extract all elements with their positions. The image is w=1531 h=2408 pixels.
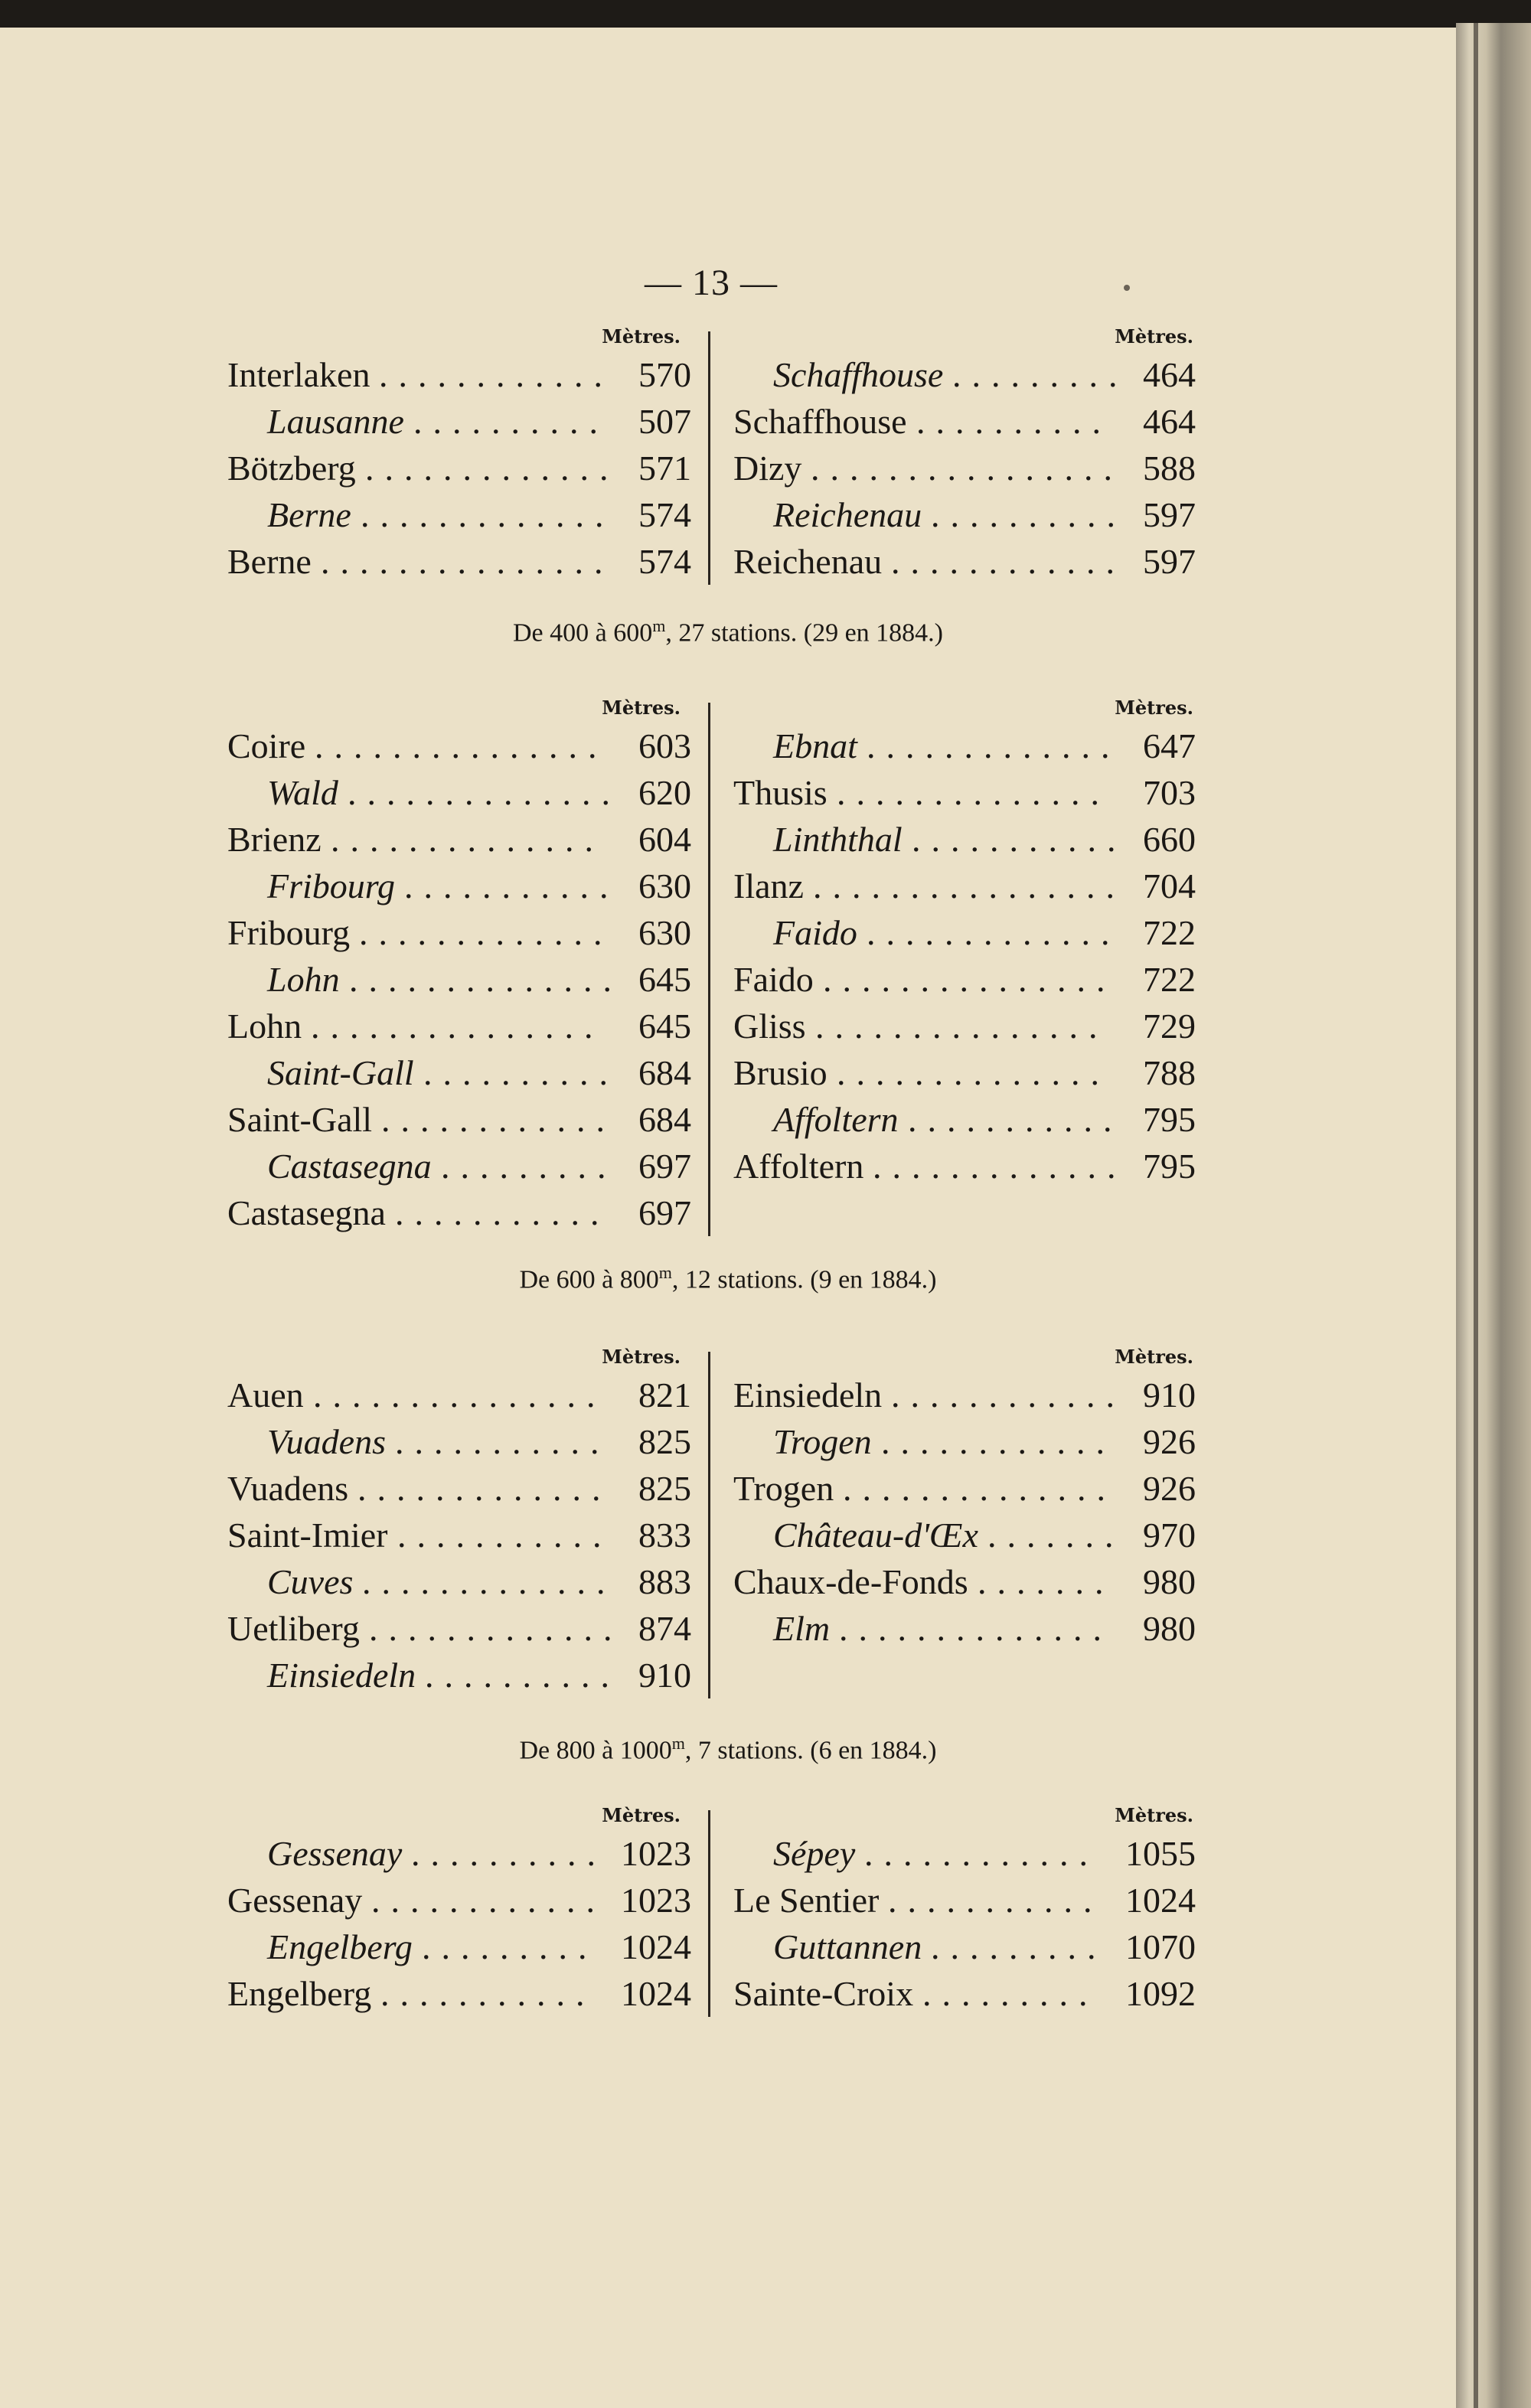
station-row	[733, 1923, 1196, 1970]
station-name: Lausanne	[267, 402, 404, 441]
altitude-value: 795	[1143, 1100, 1196, 1139]
station-name: Einsiedeln	[267, 1656, 416, 1695]
station-row	[227, 956, 691, 1003]
station-row	[733, 956, 1196, 1003]
station-name: Affoltern	[773, 1100, 899, 1139]
station-row	[733, 398, 1196, 445]
dot-leader: ...............	[311, 1007, 604, 1046]
altitude-value: 464	[1143, 402, 1196, 441]
station-name: Bötzberg	[227, 449, 356, 488]
station-row	[227, 1970, 691, 2017]
station-name: Fribourg	[267, 866, 395, 905]
dot-leader: ...........	[912, 820, 1127, 859]
station-list	[733, 1372, 1196, 1652]
station-name: Saint-Gall	[227, 1100, 373, 1139]
altitude-value: 630	[638, 866, 691, 905]
altitude-value: 1055	[1125, 1834, 1196, 1873]
altitude-value: 704	[1143, 866, 1196, 905]
station-name: Castasegna	[267, 1147, 432, 1186]
altitude-value: 883	[638, 1562, 691, 1601]
dot-leader: .............	[867, 913, 1121, 952]
dot-leader: ..............	[837, 1053, 1110, 1092]
dot-leader: ...........	[395, 1193, 610, 1232]
altitude-value: 795	[1143, 1147, 1196, 1186]
station-name: Cuves	[267, 1562, 354, 1601]
altitude-value: 1070	[1125, 1927, 1196, 1966]
altitude-value: 874	[638, 1609, 691, 1648]
station-name: Saint-Gall	[267, 1053, 414, 1092]
station-row	[227, 1418, 691, 1465]
station-name: Elm	[773, 1609, 831, 1648]
dot-leader: .............	[873, 1147, 1127, 1186]
station-name: Gessenay	[227, 1881, 363, 1920]
dot-leader: ...............	[315, 726, 608, 765]
station-name: Chaux-de-Fonds	[733, 1562, 968, 1601]
altitude-value: 703	[1143, 773, 1196, 812]
altitude-value: 1092	[1125, 1974, 1196, 2013]
station-row	[227, 1096, 691, 1143]
caption-unit: m	[671, 1734, 685, 1753]
station-name: Guttannen	[773, 1927, 922, 1966]
station-row	[733, 723, 1196, 769]
station-name: Dizy	[733, 449, 802, 488]
station-name: Wald	[267, 773, 338, 812]
station-name: Saint-Imier	[227, 1516, 388, 1555]
station-name: Linththal	[773, 820, 903, 859]
station-name: Uetliberg	[227, 1609, 360, 1648]
station-row	[227, 723, 691, 769]
station-row	[227, 1923, 691, 1970]
station-row	[733, 816, 1196, 863]
station-row	[227, 445, 691, 491]
station-name: Faido	[733, 960, 814, 999]
altitude-value: 1024	[621, 1974, 691, 2013]
dot-leader: .............	[365, 449, 619, 488]
station-row	[227, 769, 691, 816]
dot-leader: ..........	[411, 1834, 606, 1873]
dot-leader: ................	[811, 449, 1123, 488]
station-row	[227, 1652, 691, 1698]
altitude-value: 630	[638, 913, 691, 952]
dot-leader: ..........	[916, 402, 1112, 441]
dot-leader: ...............	[823, 960, 1116, 999]
station-name: Vuadens	[227, 1469, 349, 1508]
station-name: Thusis	[733, 773, 828, 812]
altitude-value: 697	[638, 1193, 691, 1232]
station-name: Interlaken	[227, 355, 371, 394]
station-name: Schaffhouse	[773, 355, 944, 394]
altitude-value: 825	[638, 1469, 691, 1508]
station-list	[227, 723, 691, 1236]
dot-leader: ..........	[423, 1053, 619, 1092]
station-row	[733, 769, 1196, 816]
caption-stations: , 27 stations. (29 en 1884.)	[665, 618, 943, 648]
altitude-value: 910	[638, 1656, 691, 1695]
dot-leader: ..............	[843, 1469, 1116, 1508]
station-row	[733, 1465, 1196, 1512]
dot-leader: ..............	[348, 773, 621, 812]
dot-leader: ..........	[931, 495, 1126, 534]
altitude-value: 1024	[1125, 1881, 1196, 1920]
station-row	[733, 1049, 1196, 1096]
dot-leader: ...........	[380, 1974, 596, 2013]
altitude-value: 980	[1143, 1562, 1196, 1601]
station-name: Engelberg	[227, 1974, 372, 2013]
altitude-value: 926	[1143, 1422, 1196, 1461]
station-row	[227, 351, 691, 398]
station-name: Berne	[267, 495, 351, 534]
dot-leader: ..........	[425, 1656, 620, 1695]
altitude-value: 1023	[621, 1834, 691, 1873]
dot-leader: ...........	[888, 1881, 1103, 1920]
unit-header: Mètres.	[1115, 1804, 1193, 1826]
dot-leader: ..............	[331, 820, 604, 859]
column-divider	[708, 703, 710, 1236]
caption-stations: , 12 stations. (9 en 1884.)	[671, 1265, 937, 1294]
station-row	[227, 1003, 691, 1049]
altitude-value: 825	[638, 1422, 691, 1461]
altitude-value: 645	[638, 1007, 691, 1046]
page-edge-shadow	[1474, 23, 1478, 2408]
station-row	[227, 1049, 691, 1096]
altitude-value: 570	[638, 355, 691, 394]
station-row	[733, 1096, 1196, 1143]
dot-leader: ..............	[837, 773, 1110, 812]
altitude-value: 574	[638, 542, 691, 581]
dot-leader: .........	[441, 1147, 617, 1186]
station-name: Vuadens	[267, 1422, 387, 1461]
station-row	[733, 1877, 1196, 1923]
dot-leader: ..........	[413, 402, 609, 441]
altitude-value: 684	[638, 1100, 691, 1139]
caption-unit: m	[658, 1263, 672, 1282]
station-row	[733, 1970, 1196, 2017]
altitude-value: 926	[1143, 1469, 1196, 1508]
station-row	[227, 1372, 691, 1418]
unit-header: Mètres.	[602, 1346, 681, 1368]
altitude-value: 788	[1143, 1053, 1196, 1092]
station-name: Brusio	[733, 1053, 828, 1092]
station-row	[733, 1372, 1196, 1418]
altitude-value: 603	[638, 726, 691, 765]
dot-leader: .............	[867, 726, 1121, 765]
caption-stations: , 7 stations. (6 en 1884.)	[684, 1736, 937, 1765]
dot-leader: .........	[422, 1927, 598, 1966]
station-row	[733, 1418, 1196, 1465]
altitude-value: 597	[1143, 542, 1196, 581]
altitude-value: 588	[1143, 449, 1196, 488]
page-number: — 13 —	[645, 263, 778, 303]
station-name: Fribourg	[227, 913, 351, 952]
altitude-value: 660	[1143, 820, 1196, 859]
station-row	[227, 1558, 691, 1605]
station-name: Gliss	[733, 1007, 806, 1046]
section-caption	[0, 1734, 1456, 1765]
altitude-value: 980	[1143, 1609, 1196, 1648]
station-row	[733, 1512, 1196, 1558]
station-row	[733, 863, 1196, 909]
dot-leader: ...............	[815, 1007, 1108, 1046]
station-row	[227, 1605, 691, 1652]
station-row	[733, 491, 1196, 538]
station-row	[227, 1189, 691, 1236]
station-name: Reichenau	[773, 495, 922, 534]
altitude-value: 604	[638, 820, 691, 859]
dot-leader: ..............	[839, 1609, 1112, 1648]
station-name: Lohn	[267, 960, 340, 999]
dot-leader: ............	[891, 1375, 1125, 1414]
unit-header: Mètres.	[602, 1804, 681, 1826]
page-edge	[1456, 23, 1531, 2408]
station-name: Trogen	[733, 1469, 834, 1508]
altitude-value: 833	[638, 1516, 691, 1555]
station-name: Affoltern	[733, 1147, 864, 1186]
station-name: Le Sentier	[733, 1881, 880, 1920]
altitude-value: 910	[1143, 1375, 1196, 1414]
station-row	[733, 351, 1196, 398]
station-row	[733, 1605, 1196, 1652]
station-name: Reichenau	[733, 542, 883, 581]
unit-header: Mètres.	[1115, 697, 1193, 719]
station-list	[227, 1372, 691, 1698]
station-row	[227, 1877, 691, 1923]
station-row	[227, 1512, 691, 1558]
altitude-value: 464	[1143, 355, 1196, 394]
unit-header: Mètres.	[602, 325, 681, 347]
dot-leader: ...........	[908, 1100, 1123, 1139]
altitude-value: 697	[638, 1147, 691, 1186]
station-name: Trogen	[773, 1422, 872, 1461]
altitude-value: 722	[1143, 913, 1196, 952]
dot-leader: ...........	[395, 1422, 610, 1461]
station-row	[227, 1143, 691, 1189]
unit-header: Mètres.	[1115, 325, 1193, 347]
station-row	[227, 538, 691, 585]
unit-header: Mètres.	[602, 697, 681, 719]
dot-leader: ...........	[397, 1516, 612, 1555]
column-divider	[708, 331, 710, 585]
altitude-value: 645	[638, 960, 691, 999]
station-name: Auen	[227, 1375, 304, 1414]
station-name: Schaffhouse	[733, 402, 907, 441]
dot-leader: ...........	[404, 866, 619, 905]
altitude-value: 574	[638, 495, 691, 534]
station-name: Einsiedeln	[733, 1375, 883, 1414]
station-name: Engelberg	[267, 1927, 413, 1966]
station-row	[733, 909, 1196, 956]
altitude-value: 571	[638, 449, 691, 488]
station-row	[227, 863, 691, 909]
altitude-value: 620	[638, 773, 691, 812]
dot-leader: .............	[359, 913, 613, 952]
caption-range: De 400 à 600	[512, 618, 653, 648]
dot-leader: .......	[987, 1516, 1125, 1555]
altitude-value: 597	[1143, 495, 1196, 534]
station-row	[227, 909, 691, 956]
dot-leader: .............	[357, 1469, 612, 1508]
altitude-value: 1024	[621, 1927, 691, 1966]
station-name: Château-d'Œx	[773, 1516, 978, 1555]
station-row	[733, 1830, 1196, 1877]
altitude-value: 1023	[621, 1881, 691, 1920]
section-caption	[0, 616, 1456, 648]
station-row	[733, 1003, 1196, 1049]
station-name: Coire	[227, 726, 306, 765]
station-name: Berne	[227, 542, 312, 581]
caption-range: De 800 à 1000	[519, 1736, 672, 1765]
station-name: Sainte-Croix	[733, 1974, 914, 2013]
altitude-value: 722	[1143, 960, 1196, 999]
station-list	[733, 351, 1196, 585]
dot-leader: .........	[922, 1974, 1098, 2013]
station-list	[733, 723, 1196, 1189]
ink-dot	[1124, 285, 1130, 291]
station-name: Faido	[773, 913, 857, 952]
altitude-value: 729	[1143, 1007, 1196, 1046]
station-name: Ilanz	[733, 866, 804, 905]
station-list	[227, 1830, 691, 2017]
dot-leader: ...............	[321, 542, 614, 581]
dot-leader: ............	[891, 542, 1125, 581]
unit-header: Mètres.	[1115, 1346, 1193, 1368]
station-name: Ebnat	[773, 726, 857, 765]
station-row	[733, 445, 1196, 491]
caption-unit: m	[652, 616, 666, 635]
station-name: Sépey	[773, 1834, 856, 1873]
altitude-value: 821	[638, 1375, 691, 1414]
dot-leader: ............	[864, 1834, 1098, 1873]
dot-leader: .............	[362, 1562, 616, 1601]
section-caption	[0, 1263, 1456, 1294]
station-name: Lohn	[227, 1007, 302, 1046]
dot-leader: ............	[379, 355, 613, 394]
dot-leader: .............	[361, 495, 615, 534]
dot-leader: ...............	[313, 1375, 606, 1414]
station-row	[733, 1558, 1196, 1605]
altitude-value: 507	[638, 402, 691, 441]
book-page	[0, 28, 1456, 2408]
dot-leader: ................	[813, 866, 1125, 905]
column-divider	[708, 1352, 710, 1698]
station-row	[227, 816, 691, 863]
column-divider	[708, 1810, 710, 2017]
dot-leader: .............	[369, 1609, 623, 1648]
dot-leader: .......	[978, 1562, 1115, 1601]
altitude-value: 684	[638, 1053, 691, 1092]
altitude-value: 970	[1143, 1516, 1196, 1555]
dot-leader: ............	[381, 1100, 615, 1139]
station-row	[733, 538, 1196, 585]
station-row	[227, 1830, 691, 1877]
station-row	[227, 491, 691, 538]
station-list	[227, 351, 691, 585]
station-list	[733, 1830, 1196, 2017]
dot-leader: .........	[952, 355, 1128, 394]
station-name: Brienz	[227, 820, 322, 859]
dot-leader: .........	[931, 1927, 1107, 1966]
caption-range: De 600 à 800	[519, 1265, 659, 1294]
station-row	[227, 1465, 691, 1512]
station-row	[227, 398, 691, 445]
dot-leader: ............	[881, 1422, 1115, 1461]
altitude-value: 647	[1143, 726, 1196, 765]
station-row	[733, 1143, 1196, 1189]
station-name: Castasegna	[227, 1193, 386, 1232]
dot-leader: ............	[371, 1881, 606, 1920]
dot-leader: ..............	[349, 960, 622, 999]
station-name: Gessenay	[267, 1834, 403, 1873]
